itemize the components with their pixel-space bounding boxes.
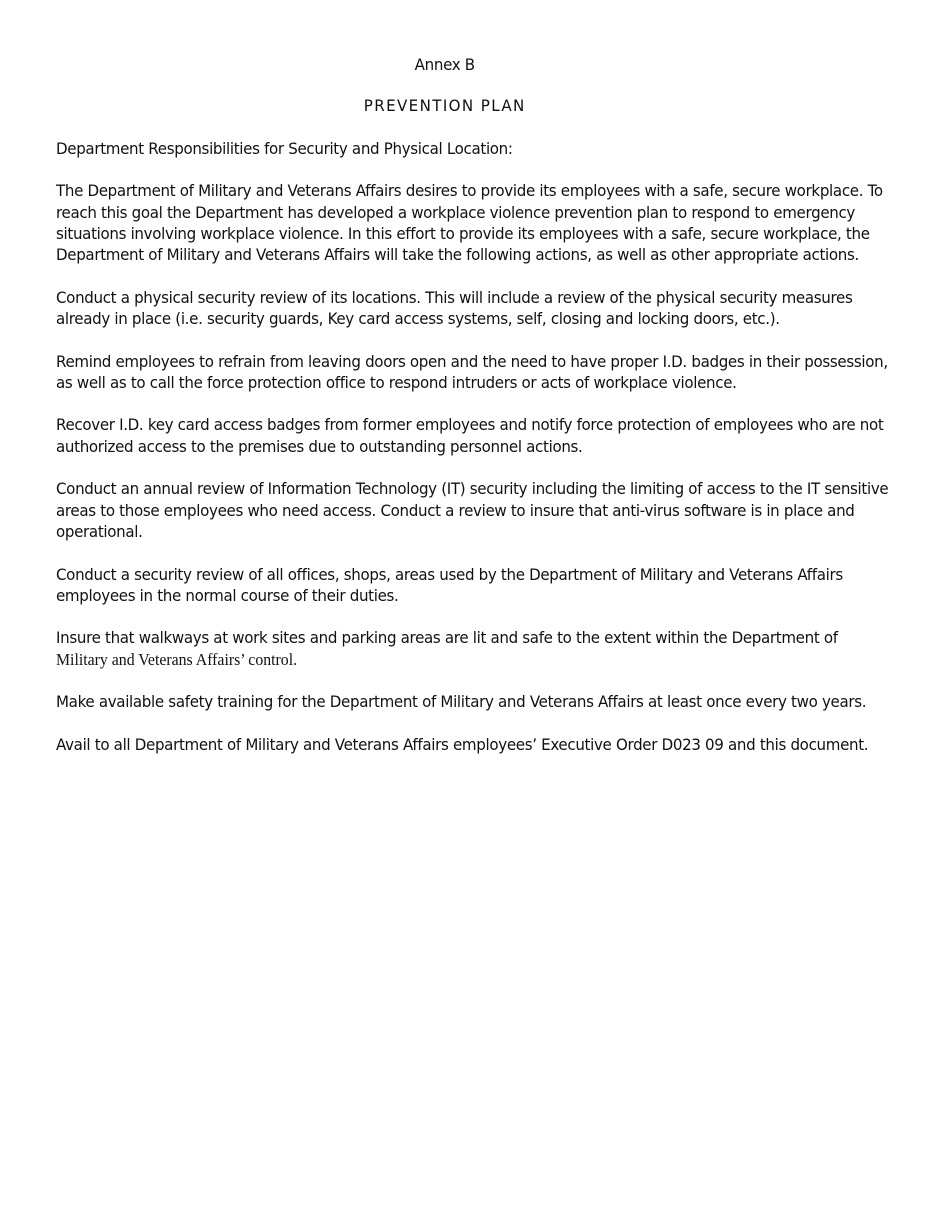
action-walkways-lighting	[56, 627, 896, 670]
page-title: PREVENTION PLAN	[363, 96, 526, 116]
document-body	[56, 54, 896, 776]
action-walkways-lighting-line1: Insure that walkways at work sites and parking areas are lit and safe to the extent within the Department of	[56, 628, 838, 648]
section-heading: Department Responsibilities for Security and Physical Location:	[56, 138, 513, 158]
action-it-security-review: Conduct an annual review of Information Technology (IT) security including the limiting of access to the IT sensitive areas to those employees who need access. Conduct a review to insure that anti-virus software is in place and operational.	[56, 479, 889, 542]
annex-label: Annex B	[414, 55, 475, 74]
action-physical-security-review: Conduct a physical security review of its locations. This will include a review of the physical security measures already in place (i.e. security guards, Key card access systems, self, closing and locking doors, etc.).	[56, 287, 853, 329]
action-safety-training: Make available safety training for the Department of Military and Veterans Affairs at least once every two years.	[56, 692, 867, 712]
action-walkways-lighting-line2: Military and Veterans Affairs’ control.	[56, 649, 298, 669]
action-recover-badges: Recover I.D. key card access badges from former employees and notify force protection of employees who are not authorized access to the premises due to outstanding personnel actions.	[56, 415, 884, 456]
action-remind-employees: Remind employees to refrain from leaving doors open and the need to have proper I.D. badges in their possession, as well as to call the force protection office to respond intruders or acts of workplace violence.	[56, 351, 888, 393]
action-avail-executive-order: Avail to all Department of Military and Veterans Affairs employees’ Executive Order D023 09 and this document.	[56, 734, 869, 754]
intro-paragraph: The Department of Military and Veterans Affairs desires to provide its employees with a safe, secure workplace. To reach this goal the Department has developed a workplace violence prevention plan to respond to emergency situations involving workplace violence. In this effort to provide its employees with a safe, secure workplace, the Department of Military and Veterans Affairs will take the following actions, as well as other appropriate actions.	[56, 181, 883, 265]
action-office-security-review: Conduct a security review of all offices, shops, areas used by the Department of Military and Veterans Affairs employees in the normal course of their duties.	[56, 564, 843, 605]
